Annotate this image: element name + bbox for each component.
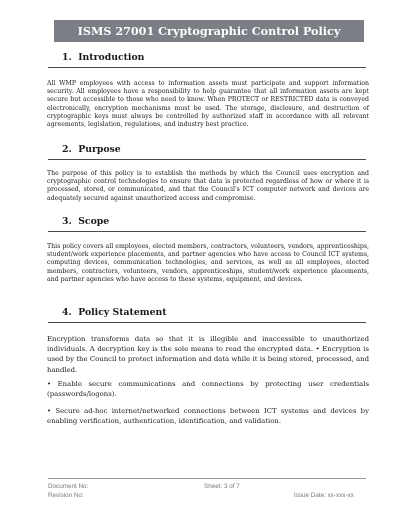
- document-title: ISMS 27001 Cryptographic Control Policy: [54, 20, 364, 42]
- policy-bullet: • Secure ad-hoc internet/networked connections between ICT systems and devices by enabling verification, authentication, identification, and validation.: [47, 407, 369, 426]
- section-title: Policy Statement: [78, 307, 167, 318]
- section-title: Purpose: [78, 144, 121, 155]
- section-number: 3.: [62, 216, 72, 227]
- section-number: 2.: [62, 144, 72, 155]
- sheet-number: Sheet: 3 of 7: [204, 483, 240, 490]
- section-number: 1.: [62, 52, 72, 63]
- section-divider: [48, 231, 366, 232]
- footer-divider: [48, 478, 366, 479]
- introduction-paragraph: All WMP employees with access to information assets must participate and support information security. All employees have a responsibility to help guarantee that all information assets are kept secure but accessible to those who need to know. When PROTECT or RESTRICTED data is conveyed electronically, encryption mechanisms must be used. The storage, disclosure, and destruction of cryptographic keys must always be controlled by authorized staff in accordance with all relevant agreements, legislation, regulations, and industry best practice.: [47, 80, 369, 129]
- policy-bullet: • Enable secure communications and connections by protecting user credentials (passwords/logons).: [47, 380, 369, 399]
- section-heading-purpose: [62, 144, 121, 156]
- purpose-paragraph: The purpose of this policy is to establish the methods by which the Council uses encryption and cryptographic control technologies to ensure that data is protected regardless of how or where it is processed, stored, or communicated, and that the Council's ICT computer network and devices are adequately secured against unauthorized access and compromise.: [47, 170, 369, 202]
- revision-number-label: Revision No:: [48, 492, 84, 499]
- scope-paragraph: This policy covers all employees, elected members, contractors, volunteers, vendors, apprenticeships, student/work experience placements, and partner agencies who have access to Council ICT systems, computing devices, communication technologies, and services, as well as all employees, elected members, contractors, volunteers, vendors, apprenticeships, student/work experience placements, and partner agencies who have access to these systems, equipment, and devices.: [47, 243, 369, 283]
- section-number: 4.: [62, 307, 72, 318]
- section-divider: [48, 159, 366, 160]
- section-heading-scope: [62, 216, 109, 228]
- policy-paragraph: Encryption transforms data so that it is illegible and inaccessible to unauthorized individuals. A decryption key is the sole means to read the encrypted data. • Encryption is used by the Council to protect information and data while it is being stored, processed, and handled.: [47, 335, 369, 374]
- section-heading-policy-statement: [62, 307, 167, 319]
- section-divider: [48, 67, 366, 68]
- document-number-label: Document No:: [48, 483, 89, 490]
- section-title: Scope: [78, 216, 110, 227]
- issue-date: Issue Date: xx-xxx-xx: [294, 492, 354, 499]
- section-divider: [48, 322, 366, 323]
- section-heading-introduction: [62, 52, 144, 64]
- section-title: Introduction: [78, 52, 145, 63]
